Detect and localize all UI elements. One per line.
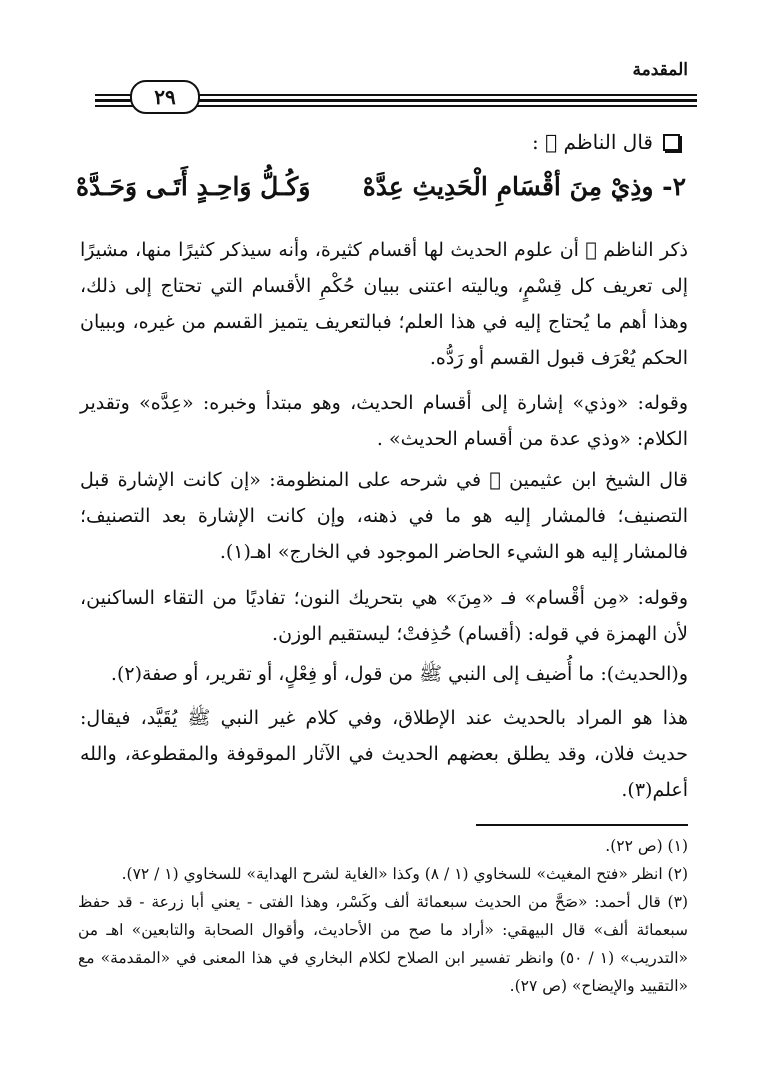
page-number: ٢٩ [130,80,200,114]
paragraph-dhi: وقوله: «وذي» إشارة إلى أقسام الحديث، وهو مبتدأ وخبره: «عِدَّه» وتقدير الكلام: «وذي عدة من أقسام الحديث» . [80,392,688,450]
square-bullet-icon [663,134,680,151]
paragraph-uthaymin: قال الشيخ ابن عثيمين ﷫ في شرحه على المنظومة: «إن كانت الإشارة قبل التصنيف؛ فالمشار إليه هو ما في ذهنه، وإن كانت الإشارة بعد التصنيف؛ فالمشار إليه هو الشيء الحاضر الموجود في الخارج» اهـ(١). [80,469,688,563]
footnote-3: (٣) قال أحمد: «صَحَّ من الحديث سبعمائة ألف وكَسْر، وهذا الفتى - يعني أبا زرعة - قد حفظ سبعمائة ألف» قال البيهقي: «أراد ما صح من الأحاديث، وأقوال الصحابة والتابعين» اهـ من «التدريب» (١ / ٥٠) وانظر تفسير ابن الصلاح لكلام البخاري في هذا المعنى في «المقدمة» مع «التقييد والإيضاح» (ص ٢٧). [78,893,689,995]
footnote-rule [476,824,688,826]
paragraph-hadith-definition: و(الحديث): ما أُضيف إلى النبي ﷺ من قول، أو فِعْلٍ، أو تقرير، أو صفة(٢). [110,663,688,685]
verse-first-hemistich: ٢- وذِيْ مِنَ أقْسَامِ الْحَدِيثِ عِدَّهْ [362,172,686,201]
verse-second-hemistich: وَكُـلُّ وَاحِـدٍ أَتَـى وَحَـدَّهْ [76,172,311,201]
paragraph-min-aqsam: وقوله: «مِن أقْسام» فـ «مِنَ» هي بتحريك النون؛ تفاديًا من التقاء الساكنين، لأن الهمزة في قوله: (أقسام) حُذِفتْ؛ ليستقيم الوزن. [80,587,688,645]
paragraph-intro: ذكر الناظم ﷫ أن علوم الحديث لها أقسام كثيرة، وأنه سيذكر كثيرًا منها، مشيرًا إلى تعريف كل قِسْمٍ، وياليته اعتنى ببيان حُكْمِ الأقسام التي تحتاج إلى ذلك، وهذا أهم ما يُحتاج إليه في هذا العلم؛ فبالتعريف يتميز القسم من غيره، وببيان الحكم يُعْرَف قبول القسم أو رَدُّه. [80,239,688,369]
footnote-1: (١) (ص ٢٢). [605,837,688,855]
footnote-2: (٢) انظر «فتح المغيث» للسخاوي (١ / ٨) وكذا «الغاية لشرح الهداية» للسخاوي (١ / ٧٢). [121,865,688,883]
lead-in-text: قال الناظم ﷫ : [531,130,653,154]
footnotes [78,832,688,1000]
lead-in [532,130,680,154]
running-head: المقدمة [632,60,688,80]
verse-line [76,172,686,201]
paragraph-itlaq: هذا هو المراد بالحديث عند الإطلاق، وفي كلام غير النبي ﷺ يُقَيَّد، فيقال: حديث فلان، وقد يطلق بعضهم الحديث في الآثار الموقوفة والمقطوعة، والله أعلم(٣). [80,707,688,801]
